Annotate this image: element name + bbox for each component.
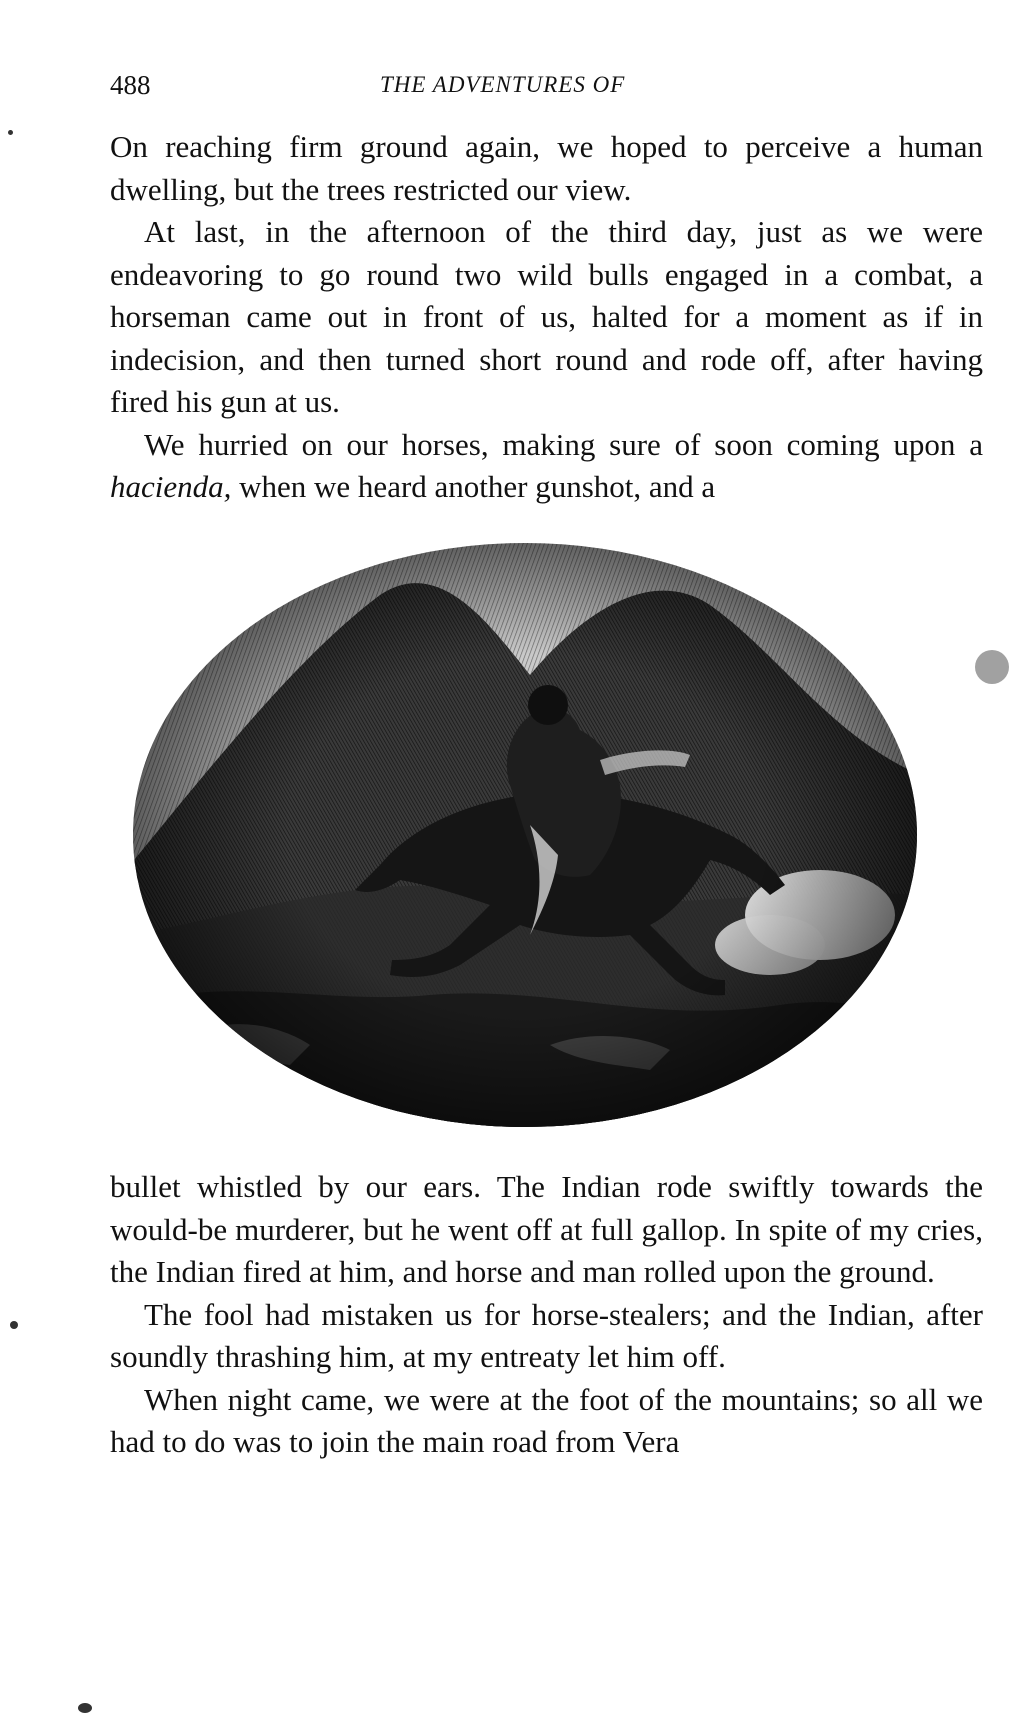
ink-mark <box>975 650 1009 684</box>
ink-mark <box>10 1321 18 1329</box>
engraving-horseman-galloping-icon <box>130 535 920 1135</box>
italic-word: hacienda, <box>110 469 232 504</box>
page-header <box>110 70 990 110</box>
paragraph: When night came, we were at the foot of the mountains; so all we had to do was to join the main road from Vera <box>110 1381 983 1459</box>
paragraph-text: We hurried on our horses, making sure of soon coming upon a <box>144 426 983 462</box>
text-block-bottom <box>110 1166 983 1464</box>
ink-mark <box>78 1703 92 1713</box>
ink-mark <box>8 130 13 135</box>
page-number: 488 <box>110 70 151 100</box>
paragraph: The fool had mistaken us for horse-stealers; and the Indian, after soundly thrashing him, at my entreaty let him off. <box>110 1296 983 1374</box>
paragraph: On reaching firm ground again, we hoped to perceive a human dwelling, but the trees restricted our view. <box>110 129 983 207</box>
paragraph: At last, in the afternoon of the third day, just as we were endeavoring to go round two wild bulls engaged in a combat, a horseman came out in front of us, halted for a moment as if in indecision, and then turned short round and rode off, after having fired his gun at us. <box>110 214 983 419</box>
paragraph: bullet whistled by our ears. The Indian rode swiftly towards the would-be murderer, but he went off at full gallop. In spite of my cries, the Indian fired at him, and horse and man rolled upon the ground. <box>110 1169 983 1289</box>
text-block-top <box>110 126 983 509</box>
running-head: THE ADVENTURES OF <box>380 72 626 97</box>
paragraph <box>110 424 983 509</box>
paragraph-text: when we heard another gunshot, and a <box>231 469 716 504</box>
